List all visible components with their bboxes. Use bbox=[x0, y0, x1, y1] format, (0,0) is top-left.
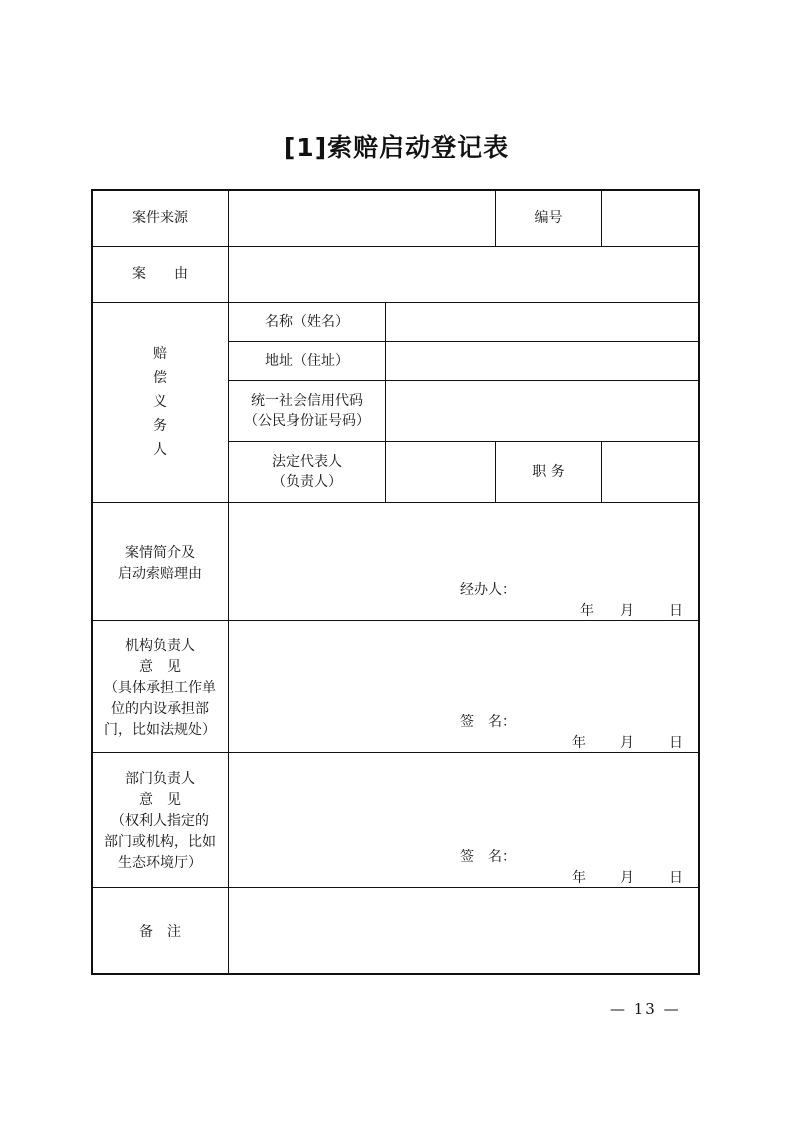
row-divider bbox=[92, 502, 700, 503]
obligor-char: 务 bbox=[153, 418, 167, 434]
row-divider bbox=[92, 302, 700, 303]
org-head-line: 门，比如法规处） bbox=[104, 722, 216, 738]
date-month: 月 bbox=[620, 870, 634, 886]
org-head-line: 位的内设承担部 bbox=[111, 701, 209, 717]
row-divider bbox=[92, 620, 700, 621]
dept-head-line: （权利人指定的 bbox=[111, 813, 209, 829]
org-head-line: 机构负责人 bbox=[125, 638, 195, 654]
row-divider bbox=[229, 341, 700, 342]
dept-head-label bbox=[92, 769, 228, 874]
remarks-label: 备 注 bbox=[139, 924, 181, 940]
org-head-label bbox=[92, 636, 228, 741]
id-number-label: （公民身份证号码） bbox=[244, 413, 370, 429]
name-label: 名称（姓名） bbox=[265, 314, 349, 330]
column-divider bbox=[385, 302, 386, 502]
dept-head-line: 意 见 bbox=[139, 792, 181, 808]
credit-code-label: 统一社会信用代码 bbox=[251, 393, 363, 409]
form-title: [1]索赔启动登记表 bbox=[283, 133, 510, 162]
sign-label: 签 名： bbox=[460, 849, 516, 865]
org-head-line: 意 见 bbox=[139, 659, 181, 675]
column-divider bbox=[601, 441, 602, 502]
case-summary-label: 案情简介及 bbox=[125, 545, 195, 561]
org-head-line: （具体承担工作单 bbox=[104, 680, 216, 696]
obligor-char: 人 bbox=[153, 442, 167, 458]
date-year: 年 bbox=[572, 735, 586, 751]
obligor-label bbox=[150, 342, 170, 462]
obligor-char: 义 bbox=[153, 394, 167, 410]
date-year: 年 bbox=[572, 870, 586, 886]
date-day: 日 bbox=[669, 870, 683, 886]
date-day: 日 bbox=[669, 735, 683, 751]
position-label: 职 务 bbox=[532, 464, 565, 480]
case-reason-label: 案 由 bbox=[132, 266, 188, 282]
obligor-char: 赔 bbox=[153, 346, 167, 362]
obligor-char: 偿 bbox=[153, 370, 167, 386]
sign-label: 签 名： bbox=[460, 714, 516, 730]
dept-head-line: 生态环境厅） bbox=[118, 855, 202, 871]
date-month: 月 bbox=[620, 603, 634, 619]
row-divider bbox=[92, 752, 700, 753]
address-label: 地址（住址） bbox=[265, 353, 349, 369]
row-divider bbox=[229, 441, 700, 442]
dept-head-line: 部门负责人 bbox=[125, 771, 195, 787]
column-divider bbox=[228, 190, 229, 975]
column-divider bbox=[601, 190, 602, 246]
row-divider bbox=[229, 380, 700, 381]
date-month: 月 bbox=[620, 735, 634, 751]
number-label: 编号 bbox=[534, 210, 563, 226]
claim-reason-label: 启动索赔理由 bbox=[118, 566, 202, 582]
date-day: 日 bbox=[669, 603, 683, 619]
case-source-label: 案件来源 bbox=[132, 210, 188, 226]
legal-rep-label: 法定代表人 bbox=[272, 454, 342, 470]
responsible-person-label: （负责人） bbox=[272, 474, 342, 490]
page-number: — 13 — bbox=[610, 1000, 681, 1018]
row-divider bbox=[92, 887, 700, 888]
dept-head-line: 部门或机构，比如 bbox=[104, 834, 216, 850]
row-divider bbox=[92, 246, 700, 247]
date-year: 年 bbox=[580, 603, 594, 619]
handler-label: 经办人： bbox=[460, 582, 516, 598]
